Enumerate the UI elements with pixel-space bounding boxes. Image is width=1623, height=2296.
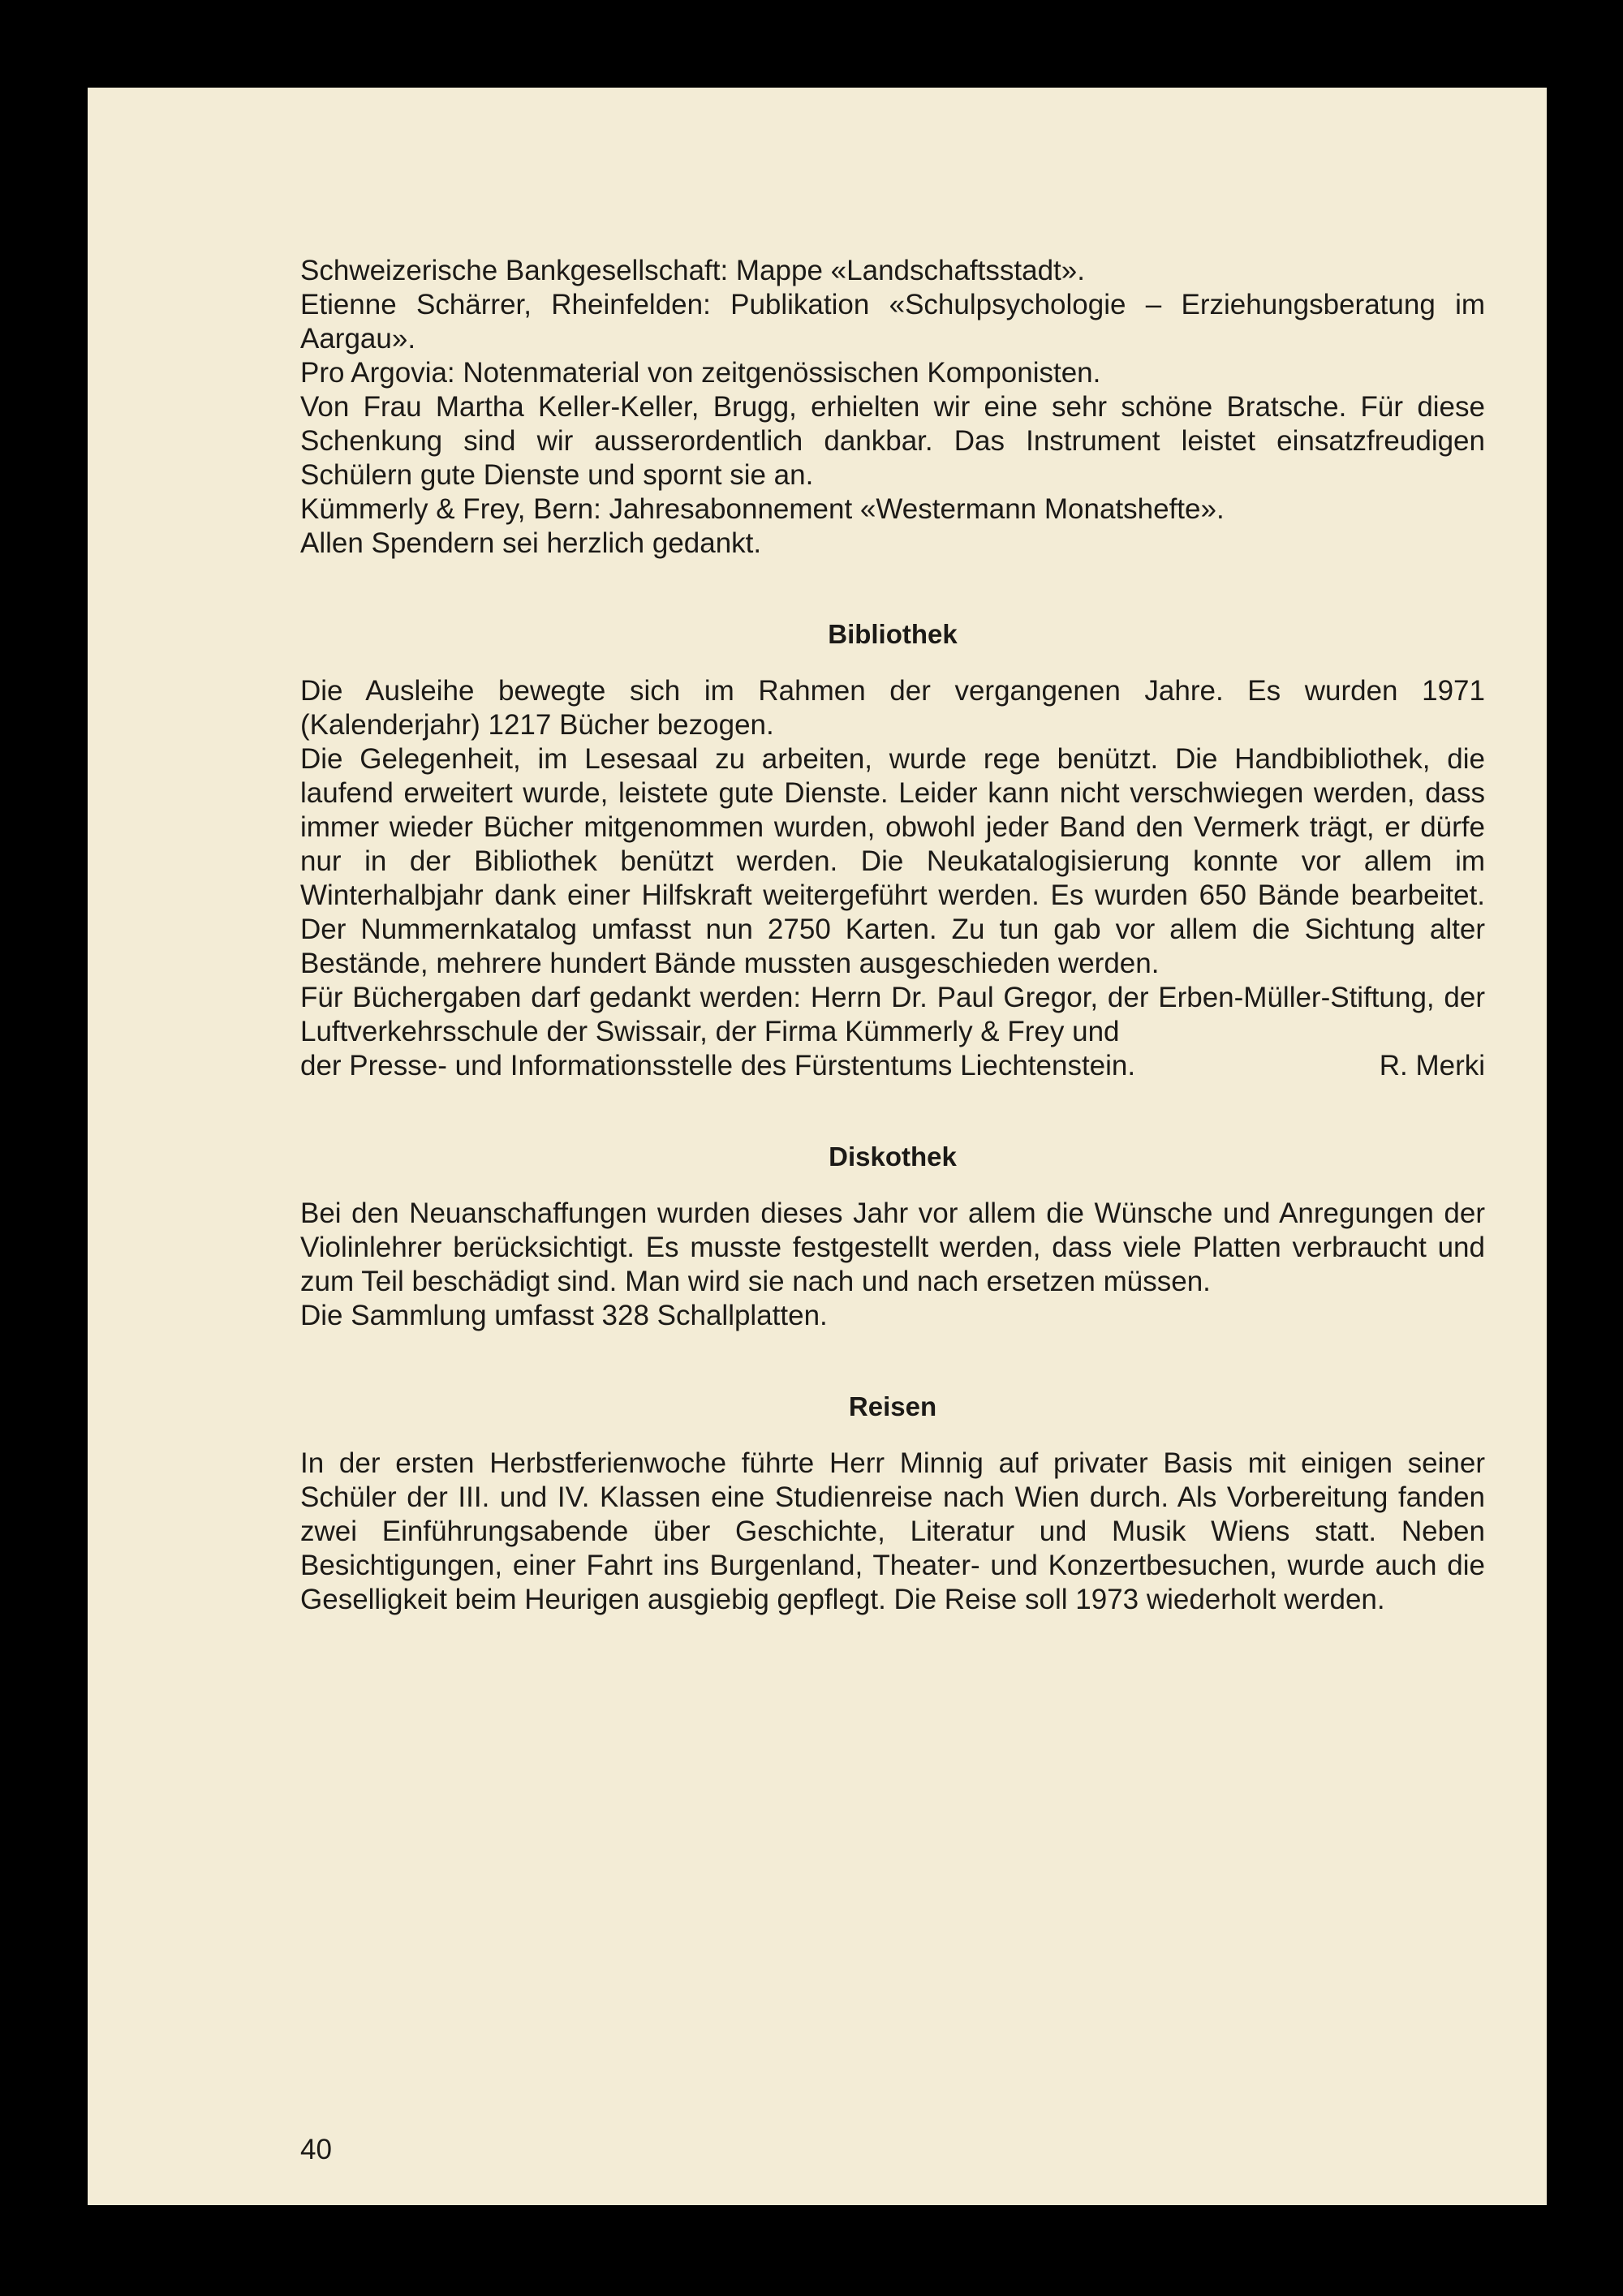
paragraph: Für Büchergaben darf gedankt werden: Herrn Dr. Paul Gregor, der Erben-Müller-Stiftung, der Luftverkehrsschule der Swissair, der Firma Kümmerly & Frey und [300, 982, 1485, 1047]
paragraph: In der ersten Herbstferienwoche führte Herr Minnig auf privater Basis mit einigen seiner Schüler der III. und IV. Klassen eine Studienreise nach Wien durch. Als Vorbereitung fanden zwei Einführungsabende über Geschichte, Literatur und Musik Wiens statt. Neben Besichtigungen, einer Fahrt ins Burgenland, Theater- und Konzertbesuchen, wurde auch die Geselligkeit beim Heurigen ausgiebig gepflegt. Die Reise soll 1973 wiederholt werden. [300, 1447, 1485, 1615]
page-number: 40 [300, 2134, 332, 2165]
section-title-reisen: Reisen [848, 1391, 937, 1421]
donation-entry: Pro Argovia: Notenmaterial von zeitgenössischen Komponisten. [300, 357, 1101, 389]
paragraph: Bei den Neuanschaffungen wurden dieses Jahr vor allem die Wünsche und Anregungen der Violinlehrer berücksichtigt. Es musste festgestellt werden, dass viele Platten verbraucht und zum Teil beschädigt sind. Man wird sie nach und nach ersetzen müssen. [300, 1197, 1485, 1297]
donation-entry: Kümmerly & Frey, Bern: Jahresabonnement «Westermann Monatshefte». [300, 493, 1225, 525]
section-diskothek [300, 1197, 1485, 1333]
donation-entry: Etienne Schärrer, Rheinfelden: Publikation «Schulpsychologie – Erziehungsberatung im Aargau». [300, 289, 1485, 355]
page-content [300, 254, 1485, 1617]
paragraph: Die Ausleihe bewegte sich im Rahmen der vergangenen Jahre. Es wurden 1971 (Kalenderjahr) 1217 Bücher bezogen. [300, 675, 1485, 741]
donation-entry: Schweizerische Bankgesellschaft: Mappe «Landschaftsstadt». [300, 255, 1085, 286]
section-bibliothek [300, 674, 1485, 1083]
donation-thanks: Allen Spendern sei herzlich gedankt. [300, 527, 762, 559]
section-reisen [300, 1447, 1485, 1617]
section-title-bibliothek: Bibliothek [828, 619, 958, 649]
donation-entry: Von Frau Martha Keller-Keller, Brugg, erhielten wir eine sehr schöne Bratsche. Für diese Schenkung sind wir ausserordentlich dankbar. Das Instrument leistet einsatzfreudigen Schülern gute Dienste und spornt sie an. [300, 391, 1485, 491]
paragraph: Die Sammlung umfasst 328 Schallplatten. [300, 1300, 828, 1331]
paragraph: Die Gelegenheit, im Lesesaal zu arbeiten, wurde rege benützt. Die Handbibliothek, die laufend erweitert wurde, leistete gute Dienste. Leider kann nicht verschwiegen werden, dass immer wieder Bücher mitgenommen wurden, obwohl jeder Band den Vermerk trägt, er dürfe nur in der Bibliothek benützt werden. Die Neukatalogisierung konnte vor allem im Winterhalbjahr dank einer Hilfskraft weitergeführt werden. Es wurden 650 Bände bearbeitet. Der Nummernkatalog umfasst nun 2750 Karten. Zu tun gab vor allem die Sichtung alter Bestände, mehrere hundert Bände mussten ausgeschieden werden. [300, 743, 1485, 979]
paragraph-end: der Presse- und Informationsstelle des Fürstentums Liechtenstein. [300, 1050, 1136, 1081]
section-title-diskothek: Diskothek [829, 1142, 957, 1172]
document-page [88, 88, 1547, 2205]
signature-line [300, 1049, 1485, 1083]
donations-list [300, 254, 1485, 561]
author-signature: R. Merki [1379, 1050, 1485, 1081]
